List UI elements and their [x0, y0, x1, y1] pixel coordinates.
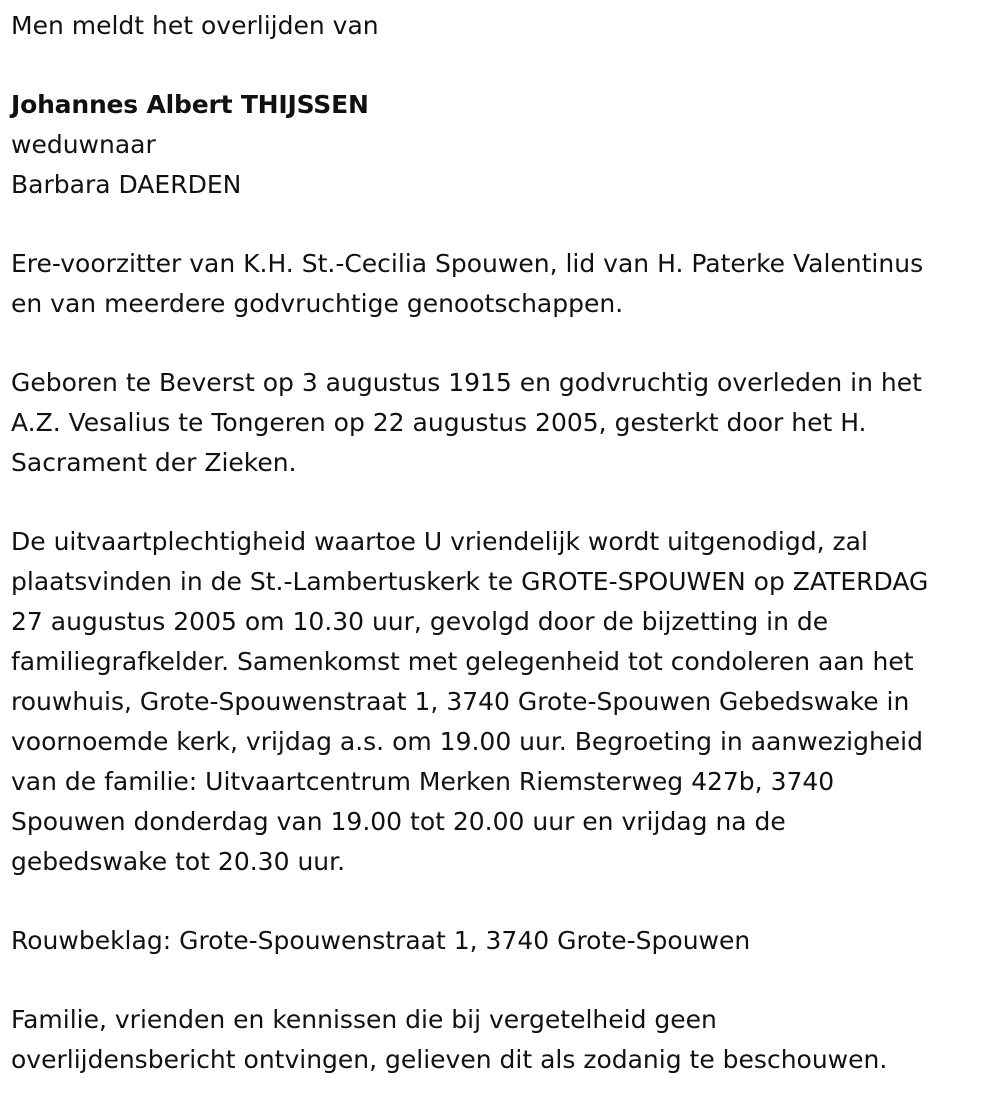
funeral-line: rouwhuis, Grote-Spouwenstraat 1, 3740 Grote-Spouwen Gebedswake in — [11, 687, 910, 716]
roles-line: Ere-voorzitter van K.H. St.-Cecilia Spouwen, lid van H. Paterke Valentinus — [11, 249, 924, 278]
funeral-paragraph — [11, 522, 990, 882]
condolence-address: Rouwbeklag: Grote-Spouwenstraat 1, 3740 Grote-Spouwen — [11, 926, 751, 955]
closing-line: Familie, vrienden en kennissen die bij vergetelheid geen — [11, 1005, 717, 1034]
birth-death-line: A.Z. Vesalius te Tongeren op 22 augustus 2005, gesterkt door het H. — [11, 408, 867, 437]
spacer — [11, 961, 990, 1000]
spacer — [11, 324, 990, 363]
birth-death-paragraph — [11, 363, 990, 483]
funeral-line: Spouwen donderdag van 19.00 tot 20.00 uur en vrijdag na de — [11, 807, 786, 836]
spouse-name: Barbara DAERDEN — [11, 170, 242, 199]
spacer — [11, 46, 990, 85]
funeral-line: familiegrafkelder. Samenkomst met gelegenheid tot condoleren aan het — [11, 647, 914, 676]
roles-paragraph — [11, 244, 990, 324]
roles-line: en van meerdere godvruchtige genootschappen. — [11, 289, 624, 318]
spacer — [11, 882, 990, 921]
funeral-line: voornoemde kerk, vrijdag a.s. om 19.00 uur. Begroeting in aanwezigheid — [11, 727, 923, 756]
funeral-line: van de familie: Uitvaartcentrum Merken Riemsterweg 427b, 3740 — [11, 767, 835, 796]
funeral-line: gebedswake tot 20.30 uur. — [11, 847, 346, 876]
relation-text: weduwnaar — [11, 130, 156, 159]
funeral-line: 27 augustus 2005 om 10.30 uur, gevolgd door de bijzetting in de — [11, 607, 829, 636]
spacer — [11, 205, 990, 244]
spacer — [11, 483, 990, 522]
closing-paragraph — [11, 1000, 990, 1080]
birth-death-line: Geboren te Beverst op 3 augustus 1915 en godvruchtig overleden in het — [11, 368, 922, 397]
birth-death-line: Sacrament der Zieken. — [11, 448, 297, 477]
funeral-line: plaatsvinden in de St.-Lambertuskerk te GROTE-SPOUWEN op ZATERDAG — [11, 567, 929, 596]
closing-line: overlijdensbericht ontvingen, gelieven dit als zodanig te beschouwen. — [11, 1045, 888, 1074]
intro-text: Men meldt het overlijden van — [11, 11, 379, 40]
deceased-name: Johannes Albert THIJSSEN — [11, 90, 369, 119]
funeral-line: De uitvaartplechtigheid waartoe U vriendelijk wordt uitgenodigd, zal — [11, 527, 868, 556]
